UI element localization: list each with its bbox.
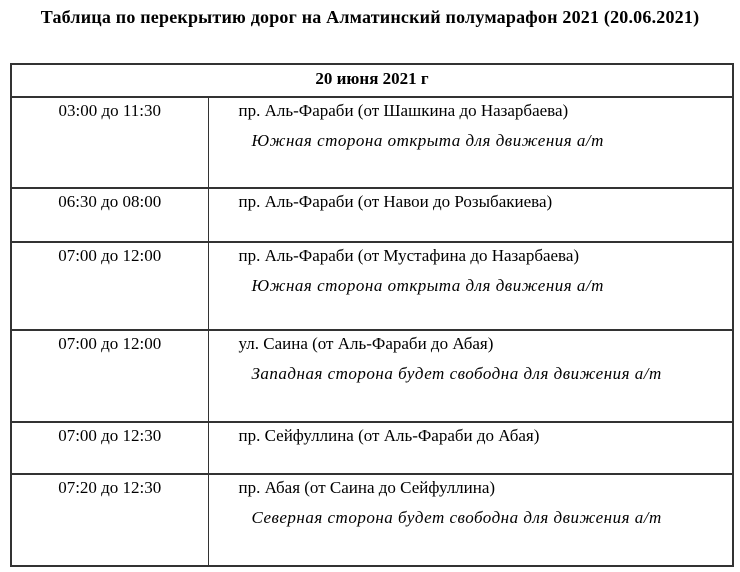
- road-note: Северная сторона будет свободна для движения а/т: [251, 508, 662, 527]
- road-note: Западная сторона будет свободна для движения а/т: [251, 364, 662, 383]
- time-cell: 07:00 до 12:00: [11, 242, 208, 330]
- road-cell: [208, 188, 733, 242]
- road-cell: [208, 242, 733, 330]
- table-row: [11, 474, 733, 566]
- road-note: Южная сторона открыта для движения а/т: [251, 276, 604, 295]
- road-name: пр. Абая (от Саина до Сейфуллина): [238, 478, 496, 497]
- table-date-header: 20 июня 2021 г: [11, 64, 733, 97]
- road-cell: [208, 97, 733, 188]
- table-row: [11, 422, 733, 474]
- time-cell: 07:00 до 12:30: [11, 422, 208, 474]
- road-name: пр. Аль-Фараби (от Навои до Розыбакиева): [238, 192, 553, 211]
- table-row: [11, 330, 733, 422]
- road-cell: [208, 330, 733, 422]
- time-cell: 03:00 до 11:30: [11, 97, 208, 188]
- road-name: ул. Саина (от Аль-Фараби до Абая): [238, 334, 494, 353]
- road-name: пр. Сейфуллина (от Аль-Фараби до Абая): [238, 426, 540, 445]
- road-note: Южная сторона открыта для движения а/т: [251, 131, 604, 150]
- road-closures-table: [10, 63, 734, 567]
- road-cell: [208, 422, 733, 474]
- table-row: [11, 188, 733, 242]
- table-header-row: [11, 64, 733, 97]
- time-cell: 07:00 до 12:00: [11, 330, 208, 422]
- page-title: Таблица по перекрытию дорог на Алматинский полумарафон 2021 (20.06.2021): [40, 7, 700, 27]
- time-cell: 06:30 до 08:00: [11, 188, 208, 242]
- road-cell: [208, 474, 733, 566]
- table-row: [11, 97, 733, 188]
- time-cell: 07:20 до 12:30: [11, 474, 208, 566]
- road-name: пр. Аль-Фараби (от Мустафина до Назарбаева): [238, 246, 580, 265]
- road-name: пр. Аль-Фараби (от Шашкина до Назарбаева): [238, 101, 569, 120]
- table-row: [11, 242, 733, 330]
